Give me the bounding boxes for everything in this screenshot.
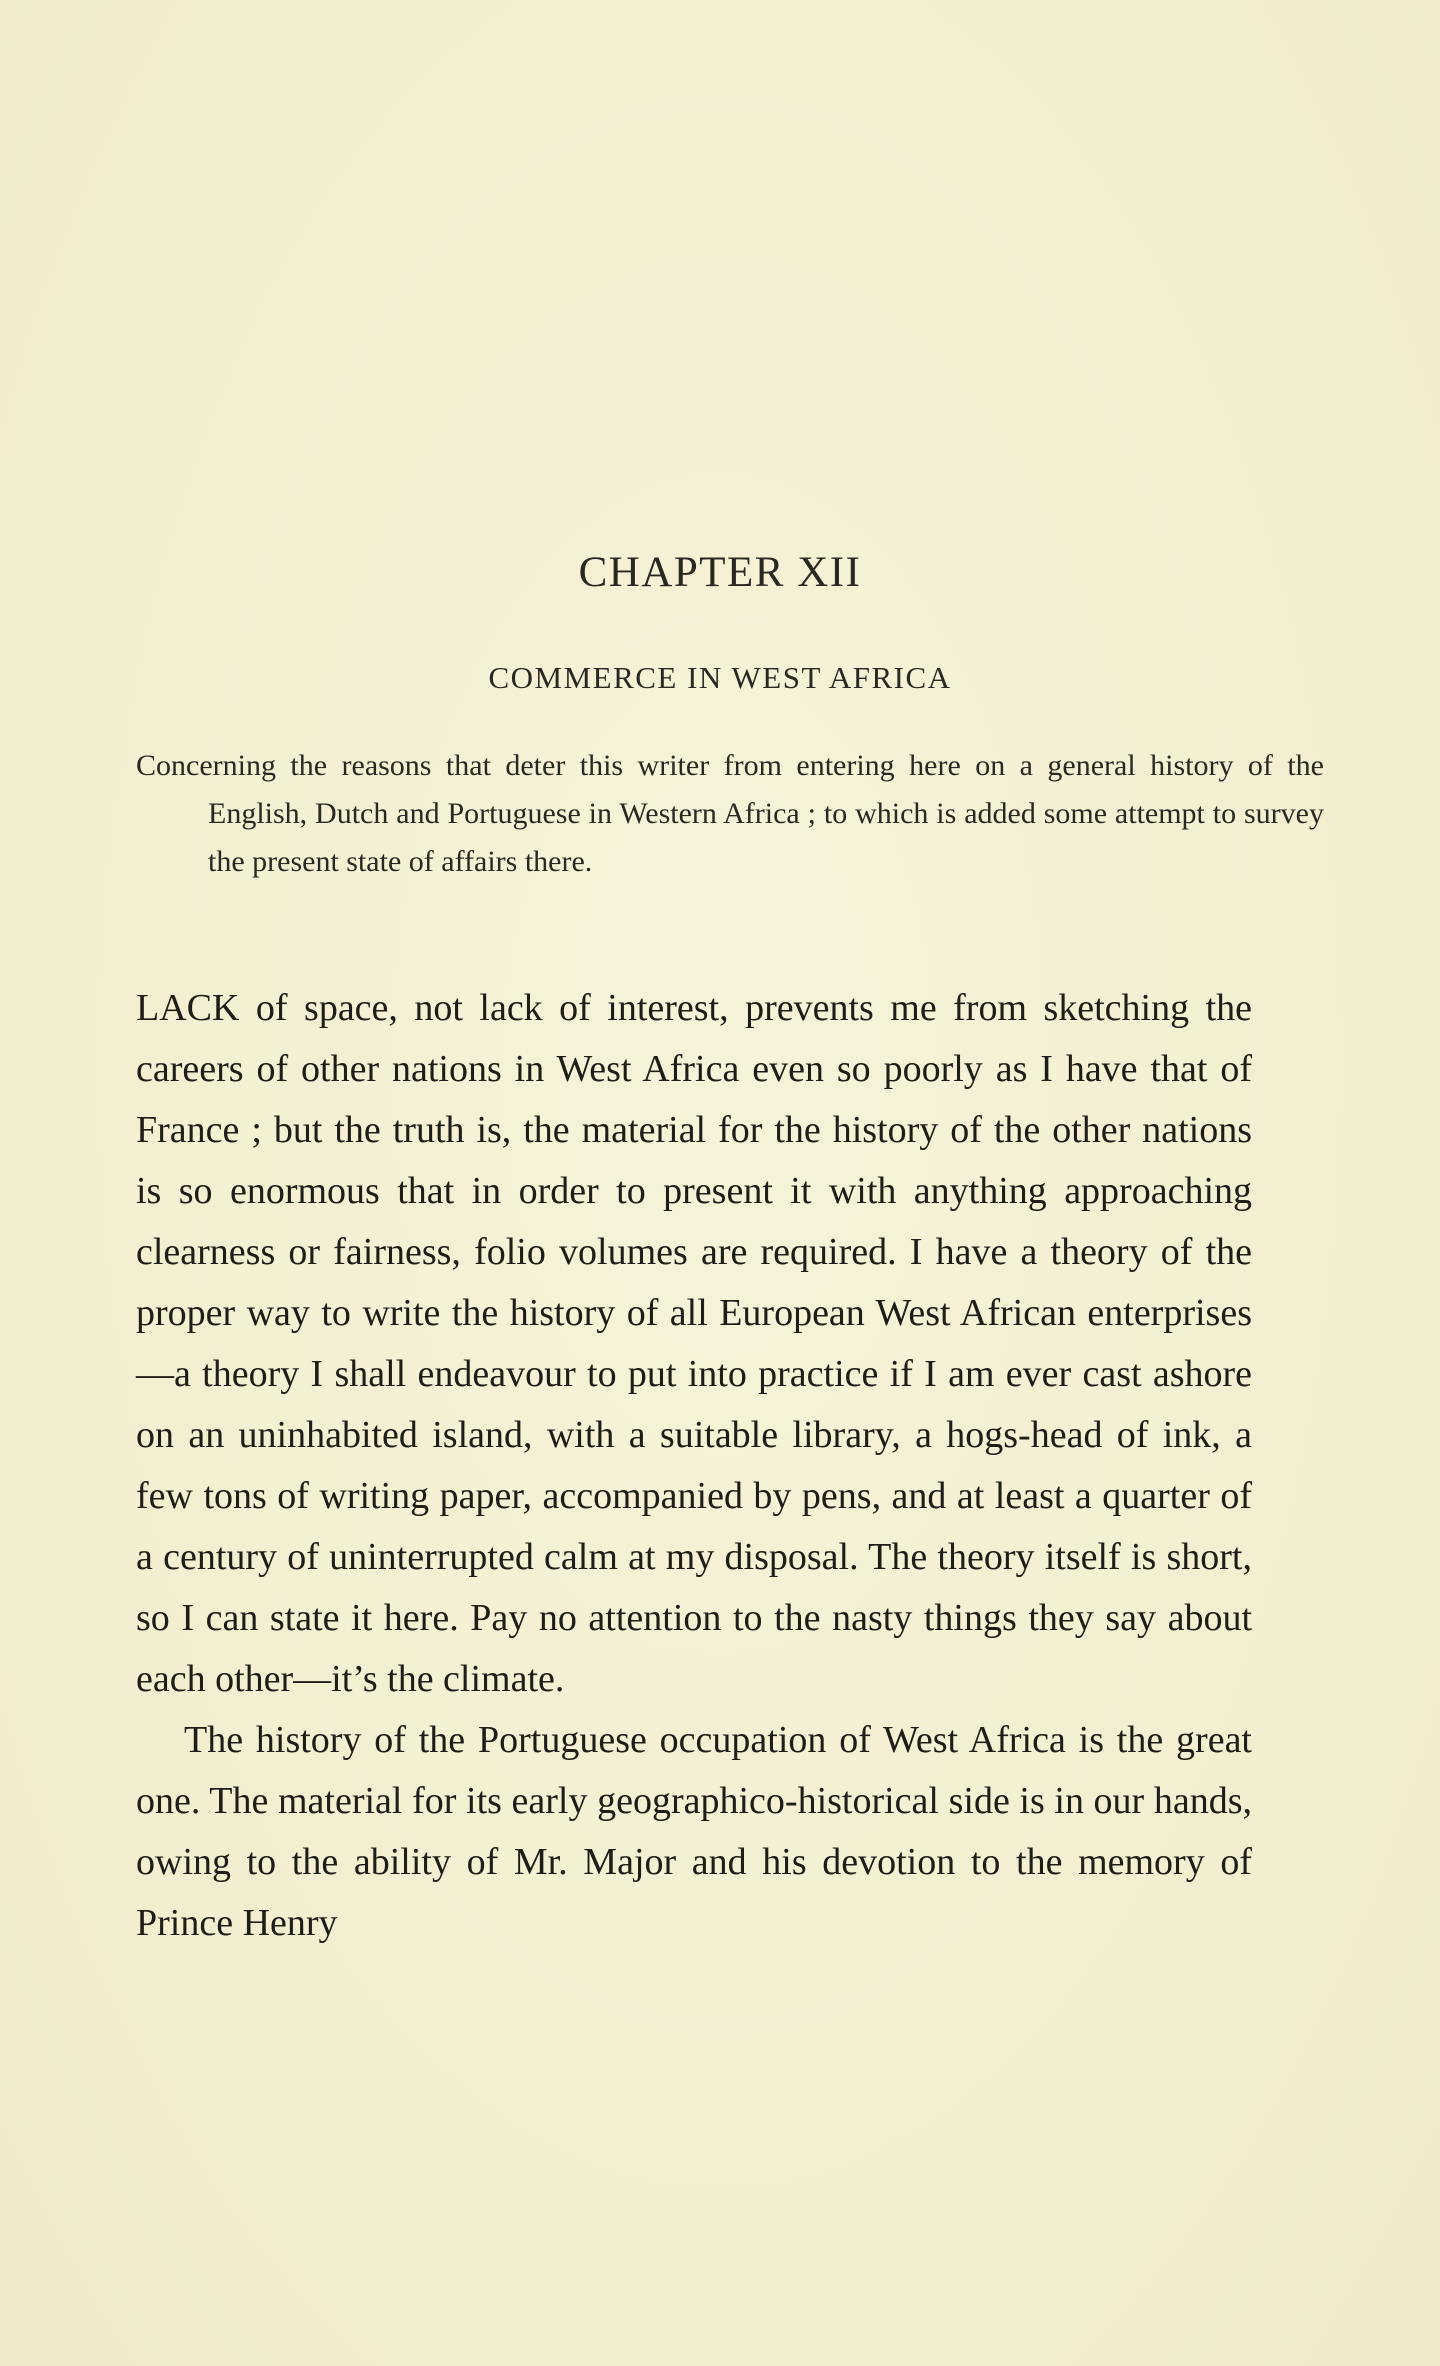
chapter-summary: Concerning the reasons that deter this writer from entering here on a general history of the English, Dutch and Portuguese in Western Africa ; to which is added some attempt to survey the present state of affairs there.	[136, 749, 1324, 878]
paragraph-1-text: of space, not lack of interest, prevents me from sketching the careers of other nations in West Africa even so poorly as I have that of France ; but the truth is, the material for the history of the other nations is so enormous that in order to present it with anything approaching clearness or fairness, folio volumes are required. I have a theory of the proper way to write the history of all European West African enterprises—a theory I shall endeavour to put into practice if I am ever cast ashore on an uninhabited island, with a suitable library, a hogs-head of ink, a few tons of writing paper, accompanied by pens, and at least a quarter of a century of uninterrupted calm at my disposal. The theory itself is short, so I can state it here. Pay no attention to the nasty things they say about each other—it’s the climate.	[136, 987, 1252, 1700]
body-text	[136, 978, 1252, 1954]
chapter-subtitle: COMMERCE IN WEST AFRICA	[488, 660, 952, 695]
paragraph-1	[136, 978, 1252, 1710]
lead-word-rest: ACK	[159, 987, 240, 1029]
paragraph-2: The history of the Portuguese occupation of West Africa is the great one. The material for its early geographico-historical side is in our hands, owing to the ability of Mr. Major and his devotion to the memory of Prince Henry	[136, 1719, 1252, 1944]
lead-initial: L	[136, 987, 160, 1029]
chapter-title: CHAPTER XII	[578, 549, 862, 596]
